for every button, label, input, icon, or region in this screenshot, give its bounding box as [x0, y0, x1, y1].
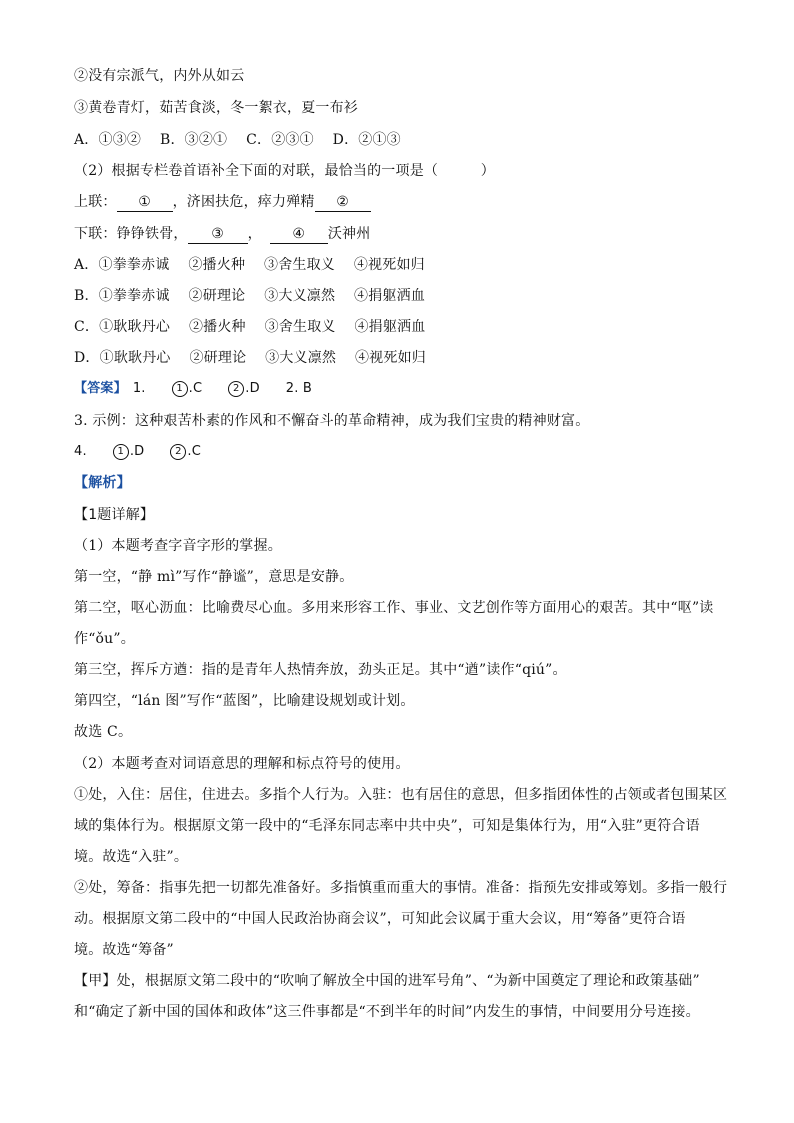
para-10a: 【甲】处，根据原文第二段中的“吹响了解放全中国的进军号角”、“为新中国奠定了理论和政策基础” [74, 973, 700, 989]
couplet-lower-prefix: 下联：铮铮铁骨， [74, 226, 188, 242]
answer-1a: .C [188, 381, 203, 396]
detail-tag: 【1题详解】 [74, 507, 155, 523]
couplet-upper-prefix: 上联： [74, 194, 117, 210]
para-4: 第三空，挥斥方遒：指的是青年人热情奔放，劲头正足。其中“遒”读作“qiú”。 [74, 662, 567, 678]
para-8c: 境。故选“入驻”。 [74, 849, 189, 865]
para-3b: 作“ǒu”。 [74, 631, 135, 647]
para-9a: ②处，筹备：指事先把一切都先准备好。多指慎重而重大的事情。准备：指预先安排或筹划。多指一般行 [74, 880, 728, 896]
option-a: A．①拳拳赤诚 ②播火种 ③舍生取义 ④视死如归 [74, 257, 425, 273]
option-line-3: ③黄卷青灯，茹苦食淡，冬一絮衣，夏一布衫 [74, 100, 358, 116]
para-3a: 第二空，呕心沥血：比喻费尽心血。多用来形容工作、事业、文艺创作等方面用心的艰苦。其中“呕”读 [74, 600, 714, 616]
blank-3: ③ [188, 225, 248, 244]
answer-2: 2. B [285, 381, 313, 396]
option-b: B．①拳拳赤诚 ②研理论 ③大义凛然 ④捐躯洒血 [74, 288, 426, 304]
para-8a: ①处，入住：居住，住进去。多指个人行为。入驻：也有居住的意思，但多指团体性的占领或者包围某区 [74, 787, 728, 803]
answer-line [74, 379, 734, 399]
option-line-2: ②没有宗派气，内外从如云 [74, 68, 245, 84]
answer-3: 3. 示例：这种艰苦朴素的作风和不懈奋斗的革命精神，成为我们宝贵的精神财富。 [74, 413, 590, 429]
couplet-lower-sep: ， [247, 226, 262, 242]
option-c: C．①耿耿丹心 ②播火种 ③舍生取义 ④捐躯洒血 [74, 319, 426, 335]
blank-4: ④ [270, 225, 328, 244]
para-10b: 和“确定了新中国的国体和政体”这三件事都是“不到半年的时间”内发生的事情，中间要用分号连接。 [74, 1004, 700, 1020]
para-6: 故选 C。 [74, 724, 133, 740]
answer-1b: .D [245, 381, 260, 396]
para-8b: 域的集体行为。根据原文第一段中的“毛泽东同志率中共中央”，可知是集体行为，用“入驻”更符合语 [74, 818, 700, 834]
blank-1: ① [117, 193, 173, 212]
answer-1-num: 1. [132, 381, 146, 396]
para-2: 第一空，“静 mì”写作“静谧”，意思是安静。 [74, 569, 354, 585]
para-9b: 动。根据原文第二段中的“中国人民政治协商会议”，可知此会议属于重大会议，用“筹备”更符合语 [74, 911, 686, 927]
circled-1: 1 [113, 444, 129, 460]
circled-1: 1 [172, 381, 188, 397]
choice-line: A．①③② B．③②① C．②③① D．②①③ [74, 132, 401, 148]
para-1: （1）本题考查字音字形的掌握。 [74, 538, 282, 554]
couplet-lower [74, 224, 734, 244]
couplet-lower-suffix: 沃神州 [327, 226, 371, 242]
para-7: （2）本题考查对词语意思的理解和标点符号的使用。 [74, 756, 410, 772]
para-5: 第四空，“lán 图”写作“蓝图”，比喻建设规划或计划。 [74, 693, 415, 709]
answer-tag: 【答案】 [74, 381, 127, 396]
circled-2: 2 [170, 444, 186, 460]
option-d: D．①耿耿丹心 ②研理论 ③大义凛然 ④视死如归 [74, 350, 426, 366]
answer-4-num: 4. [74, 444, 87, 459]
blank-2: ② [315, 193, 371, 212]
couplet-upper-mid: ，济困扶危，瘁力殚精 [172, 194, 315, 210]
para-9c: 境。故选“筹备” [74, 942, 174, 958]
circled-2: 2 [228, 381, 244, 397]
answer-4b: .C [187, 444, 201, 459]
couplet-upper [74, 192, 734, 212]
analysis-tag: 【解析】 [74, 475, 131, 491]
question-2: （2）根据专栏卷首语补全下面的对联，最恰当的一项是（ ） [74, 163, 495, 179]
answer-4 [74, 442, 734, 462]
answer-4a: .D [129, 444, 145, 459]
